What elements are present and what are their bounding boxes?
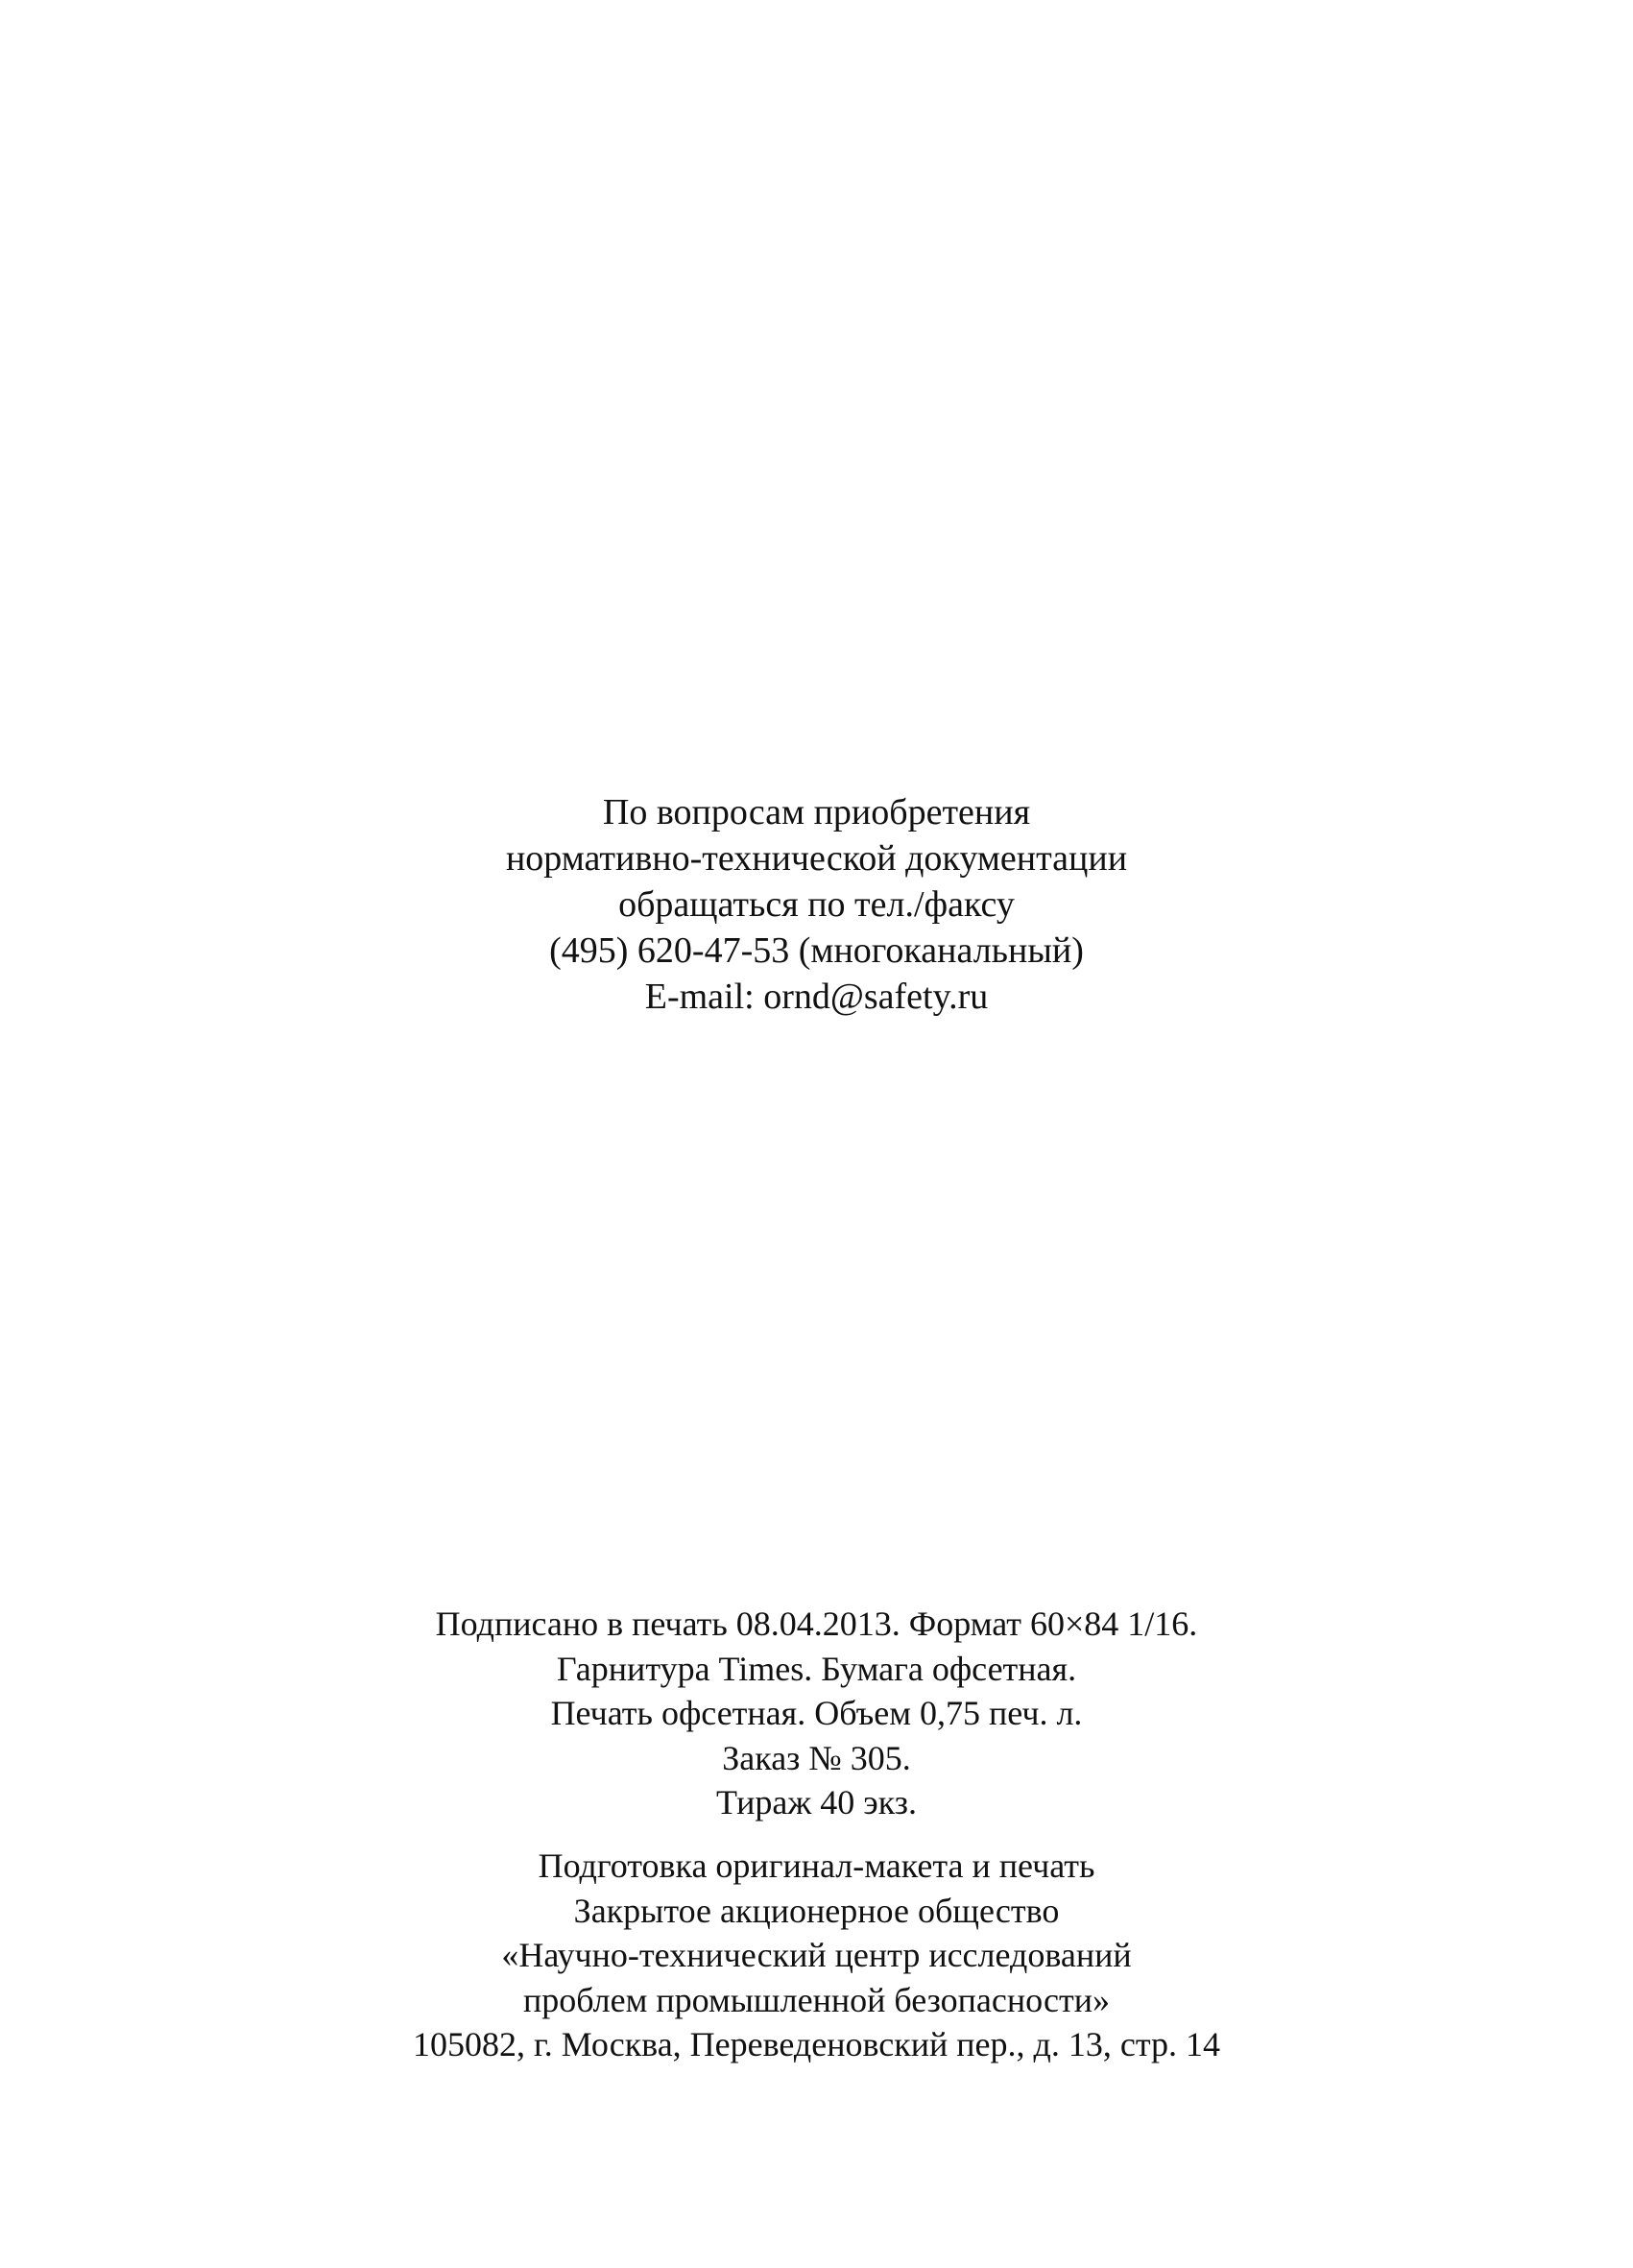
contact-line-purchase-questions: По вопросам приобретения bbox=[602, 792, 1031, 832]
printer-line-company-name-1: «Научно-технический центр исследований bbox=[501, 1936, 1132, 1974]
imprint-line-signed-format: Подписано в печать 08.04.2013. Формат 60×84 1/16. bbox=[435, 1604, 1198, 1643]
printer-line-address: 105082, г. Москва, Переведеновский пер., д. 13, стр. 14 bbox=[413, 2025, 1220, 2063]
printer-line-prepress: Подготовка оригинал-макета и печать bbox=[538, 1846, 1095, 1885]
printer-info-block bbox=[0, 1844, 1633, 2067]
contact-line-email: E-mail: ornd@safety.ru bbox=[644, 977, 989, 1017]
contact-line-documentation: нормативно-технической документации bbox=[505, 838, 1128, 879]
imprint-line-typeface-paper: Гарнитура Times. Бумага офсетная. bbox=[556, 1649, 1077, 1688]
imprint-block bbox=[0, 1602, 1633, 1825]
imprint-line-print-run: Тираж 40 экз. bbox=[716, 1783, 917, 1822]
imprint-line-print-volume: Печать офсетная. Объем 0,75 печ. л. bbox=[550, 1694, 1083, 1732]
printer-line-company-type: Закрытое акционерное общество bbox=[573, 1891, 1060, 1930]
imprint-line-order-number: Заказ № 305. bbox=[722, 1738, 911, 1777]
contact-line-phone-fax-label: обращаться по тел./факсу bbox=[618, 884, 1015, 925]
printer-line-company-name-2: проблем промышленной безопасности» bbox=[522, 1980, 1111, 2019]
contact-info-block bbox=[0, 789, 1633, 1020]
contact-line-phone-number: (495) 620-47-53 (многоканальный) bbox=[549, 930, 1084, 971]
